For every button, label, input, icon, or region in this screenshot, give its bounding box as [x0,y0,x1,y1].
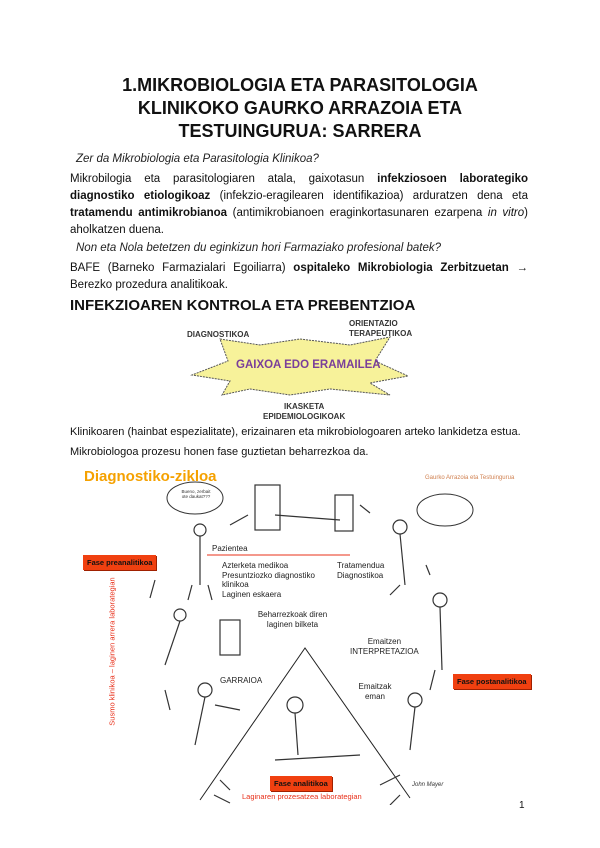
text: (infekzio-eragilearen identifikazioa) arduratzen dena eta [210,190,528,202]
title-line-1: 1.MIKROBIOLOGIA ETA PARASITOLOGIA [122,75,478,95]
diagnostic-cycle-figure [70,465,550,805]
text: Emaitzen [367,637,402,646]
cycle-drawing [70,465,550,805]
figure-subtitle: Gaurko Arrazoia eta Testuingurua [425,475,515,481]
paragraph-2 [70,260,528,294]
vertical-label: Susmo klinikoa – laginen arrera laborategian [107,577,117,726]
text: Presuntziozko diagnostiko klinikoa [222,570,315,589]
thought-bubble-text: Bueno, zerbait ote daukat??? [181,489,211,499]
section-heading: INFEKZIOAREN KONTROLA ETA PREBENTZIOA [70,297,416,314]
text: TERAPEUTIKOA [349,329,413,338]
text: Tratamendua [337,561,385,570]
paragraph-1 [70,171,528,239]
transport-label: GARRAIOA [220,676,263,685]
text: Diagnostikoa [337,570,384,580]
text: → Berezko prozedura analitikoak. [70,262,528,291]
bold-text: ospitaleko Mikrobiologia Zerbitzuetan [293,262,509,274]
figure-title: Diagnostiko-zikloa [84,468,217,485]
right-steps [337,561,384,580]
bold-text: tratamendu antimikrobianoa [70,207,228,219]
text: (antimikrobianoen eraginkortasunaren ezarpena [227,207,488,219]
interpretation-label [350,637,419,656]
text: ) aholkatzen duena. [70,207,529,236]
star-label-epidemiology [263,402,345,422]
line-2: Mikrobiologoa prozesu honen fase guztietan beharrezkoa da. [70,446,369,458]
title-line-3: TESTUINGURUA: SARRERA [178,121,422,141]
question-2: Non eta Nola betetzen du eginkizun hori Farmaziako profesional batek? [76,242,442,254]
text: ORIENTAZIO [349,319,398,328]
pre-analytic-badge: Fase preanalitikoa [83,555,156,570]
left-steps [222,561,317,599]
text: IKASKETA [283,402,325,411]
text: Azterketa medikoa [222,561,289,570]
text: EPIDEMIOLOGIKOAK [263,412,346,421]
line-1: Klinikoaren (hainbat espezialitate), erizainaren eta mikrobiologoaren arteko lankidetza estua. [70,426,521,438]
text: Mikrobilogia eta parasitologiaren atala, gaixotasun [70,173,378,185]
results-label: Emaitzak eman [358,682,392,701]
question-1: Zer da Mikrobiologia eta Parasitologia Klinikoa? [76,153,319,165]
title-line-2: KLINIKOKO GAURKO ARRAZOIA ETA [137,98,463,118]
page-number: 1 [519,800,525,811]
star-center-label: GAIXOA EDO ERAMAILEA [236,359,381,371]
text: Laginen eskaera [222,589,282,599]
star-label-diagnostic: DIAGNOSTIKOA [187,330,250,339]
text: BAFE (Barneko Farmazialari Egoiliarra) [70,262,294,274]
star-label-therapeutic [349,319,412,339]
italic-text: in vitro [487,207,525,219]
signature: John Mayer [412,782,444,788]
collect-label: Beharrezkoak diren laginen bilketa [257,610,328,629]
bold-text: infekziosoen laborategiko diagnostiko etiologikoaz [70,173,528,202]
analytic-badge: Fase analitikoa [270,776,332,791]
processing-label: Laginaren prozesatzea laborategian [242,792,362,801]
text: INTERPRETAZIOA [350,646,419,656]
post-analytic-badge: Fase postanalitikoa [453,674,531,689]
patient-label: Pazientea [212,544,248,553]
